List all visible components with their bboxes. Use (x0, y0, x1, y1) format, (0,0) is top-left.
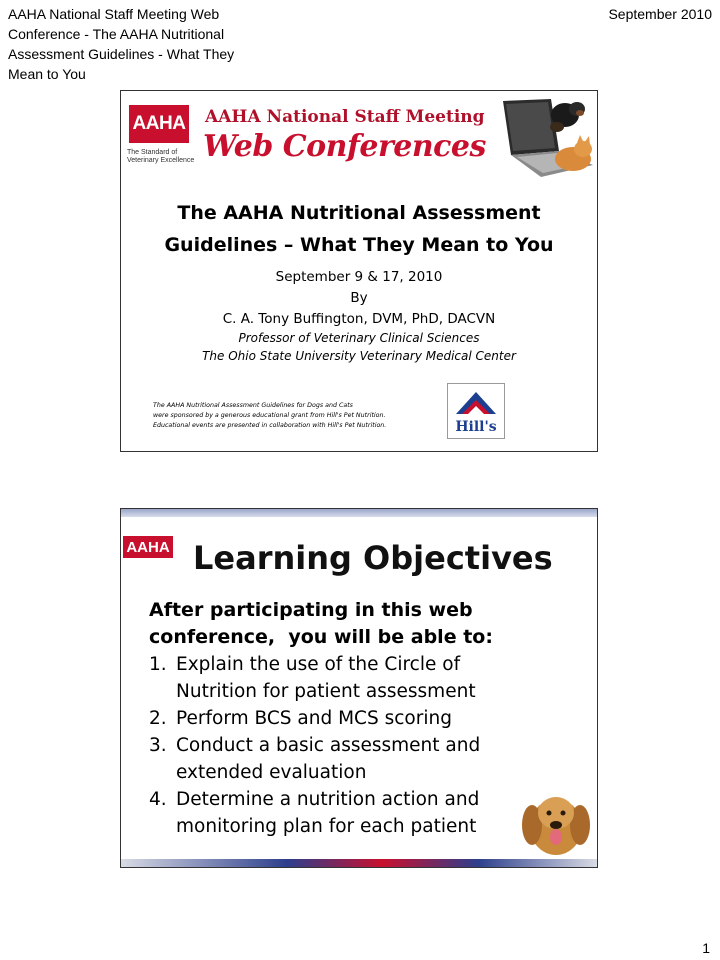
objective-number: 3. (149, 735, 167, 756)
golden-retriever-image (517, 787, 595, 859)
presentation-dates: September 9 & 17, 2010 (275, 269, 443, 285)
objective-number: 1. (149, 654, 167, 675)
objective-text: Determine a nutrition action and (176, 789, 480, 810)
objective-item (149, 651, 589, 705)
objective-item (149, 732, 589, 786)
aaha-logo-text: AAHA (126, 539, 170, 556)
objective-text: Nutrition for patient assessment (176, 681, 476, 702)
objective-text: monitoring plan for each patient (176, 816, 477, 837)
hills-wordmark: Hill's (455, 419, 497, 435)
laptop-pets-image (481, 93, 595, 185)
banner-subheading: Web Conferences (203, 129, 486, 164)
sponsor-line: were sponsored by a generous educational grant from Hill's Pet Nutrition. (153, 412, 386, 419)
slide-learning-objectives (120, 508, 598, 868)
header-line: Assessment Guidelines - What They (8, 46, 235, 62)
presentation-title (121, 197, 597, 261)
author-role: Professor of Veterinary Clinical Sciences (238, 331, 480, 345)
author-institution: The Ohio State University Veterinary Medical Center (202, 349, 516, 363)
top-stripe (121, 509, 597, 517)
aaha-logo (123, 523, 173, 567)
objective-text: Explain the use of the Circle of (176, 654, 461, 675)
page-header-title (8, 4, 298, 84)
title-line: The AAHA Nutritional Assessment (177, 202, 541, 224)
header-line: Conference - The AAHA Nutritional (8, 26, 225, 42)
bottom-stripe (121, 859, 597, 867)
page-number: 1 (702, 940, 710, 956)
banner-heading: AAHA National Staff Meeting (205, 107, 485, 127)
objective-item (149, 705, 589, 732)
objective-number: 2. (149, 708, 167, 729)
header-line: AAHA National Staff Meeting Web (8, 6, 220, 22)
objective-text: Perform BCS and MCS scoring (176, 708, 452, 729)
by-label: By (350, 290, 368, 306)
header-line: Mean to You (8, 66, 86, 82)
objective-number: 4. (149, 789, 167, 810)
intro-line: After participating in this web (149, 599, 473, 621)
hills-emblem-icon (448, 384, 504, 438)
objective-text: Conduct a basic assessment and (176, 735, 481, 756)
sponsor-line: The AAHA Nutritional Assessment Guidelines for Dogs and Cats (153, 402, 353, 409)
objectives-intro (149, 597, 589, 651)
aaha-logo: AAHA (129, 105, 189, 143)
author-name: C. A. Tony Buffington, DVM, PhD, DACVN (222, 311, 496, 327)
conference-banner (123, 93, 595, 185)
sponsor-note (153, 401, 453, 431)
title-line: Guidelines – What They Mean to You (164, 234, 554, 256)
objective-text: extended evaluation (176, 762, 367, 783)
slide-title (120, 90, 598, 452)
aaha-tagline: The Standard of Veterinary Excellence (127, 149, 195, 164)
page-header-date: September 2010 (608, 6, 712, 22)
slide-heading: Learning Objectives (193, 539, 553, 577)
intro-line: conference, you will be able to: (149, 626, 493, 648)
hills-logo (447, 383, 505, 439)
sponsor-line: Educational events are presented in collaboration with Hill's Pet Nutrition. (153, 422, 387, 429)
